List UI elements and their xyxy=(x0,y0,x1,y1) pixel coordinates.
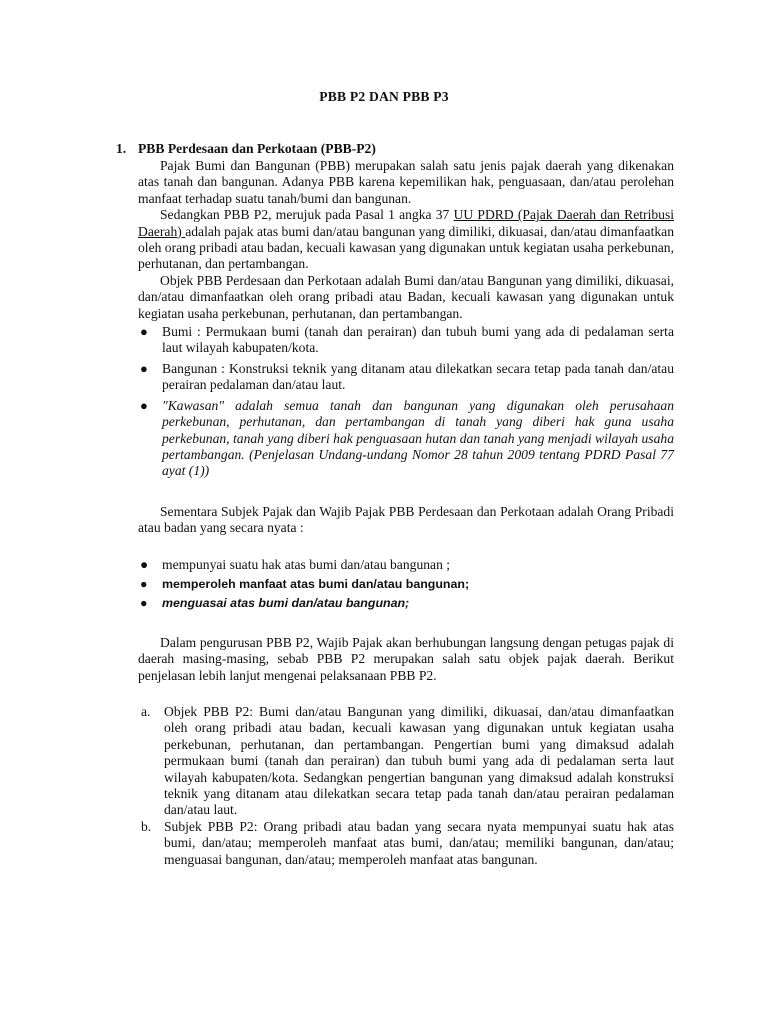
paragraph-subjek-pajak: Sementara Subjek Pajak dan Wajib Pajak PBB Perdesaan dan Perkotaan adalah Orang Pribadi atau badan yang secara nyata : xyxy=(138,503,674,536)
list-item xyxy=(138,557,674,573)
list-item xyxy=(138,595,674,611)
list-item-label: a. xyxy=(141,703,151,719)
list-item-text: Bumi : Permukaan bumi (tanah dan perairan) dan tubuh bumi yang ada di pedalaman serta laut wilayah kabupaten/kota. xyxy=(162,324,674,356)
paragraph-objek-pbb: Objek PBB Perdesaan dan Perkotaan adalah Bumi dan/atau Bangunan yang dimiliki, dikuasai, dan/atau dimanfaatkan oleh orang pribadi atau Badan, kecuali kawasan yang digunakan untuk kegiatan usaha perkebunan, perhutanan, dan pertambangan. xyxy=(138,272,674,321)
section-body xyxy=(138,158,674,868)
bullet-icon: ● xyxy=(140,324,148,340)
list-item xyxy=(138,704,674,819)
list-item-text: Subjek PBB P2: Orang pribadi atau badan yang secara nyata mempunyai suatu hak atas bumi, dan/atau; memperoleh manfaat atas bumi, dan/atau; memiliki bangunan, dan/atau; menguasai bangunan, dan/atau; memperoleh manfaat atas bangunan. xyxy=(164,818,674,867)
paragraph-text: adalah pajak atas bumi dan/atau bangunan yang dimiliki, dikuasai, dan/atau dimanfaatkan oleh orang pribadi atau badan, kecuali kawasan yang digunakan untuk kegiatan usaha perkebunan, perhutanan, dan pertambangan. xyxy=(138,223,675,272)
list-item-text: Bangunan : Konstruksi teknik yang ditanam atau dilekatkan secara tetap pada tanah dan/atau perairan pedalaman dan/atau laut. xyxy=(162,360,674,393)
bullet-icon: ● xyxy=(140,397,148,413)
section-number: 1. xyxy=(116,141,127,156)
list-item-text: memperoleh manfaat atas bumi dan/atau bangunan; xyxy=(162,576,470,591)
list-item xyxy=(138,398,674,480)
list-item xyxy=(138,819,674,868)
subjek-bullet-list xyxy=(138,557,674,612)
bullet-icon: ● xyxy=(140,576,148,591)
section-heading-text: PBB Perdesaan dan Perkotaan (PBB-P2) xyxy=(138,141,376,156)
paragraph-pengurusan: Dalam pengurusan PBB P2, Wajib Pajak akan berhubungan langsung dengan petugas pajak di daerah masing-masing, sebab PBB P2 merupakan salah satu objek pajak daerah. Berikut penjelasan lebih lanjut mengenai pelaksanaan PBB P2. xyxy=(138,634,674,683)
paragraph-pbb-p2-definition xyxy=(138,207,674,273)
bullet-icon: ● xyxy=(140,556,149,572)
bullet-icon: ● xyxy=(140,596,148,611)
pelaksanaan-list xyxy=(138,704,674,868)
list-item-text: menguasai atas bumi dan/atau bangunan; xyxy=(162,596,410,611)
objek-bullet-list xyxy=(138,324,674,480)
list-item xyxy=(138,576,674,592)
document-title: PBB P2 DAN PBB P3 xyxy=(319,89,449,104)
bullet-icon: ● xyxy=(140,360,148,376)
list-item-text: mempunyai suatu hak atas bumi dan/atau bangunan ; xyxy=(162,556,451,572)
section-1 xyxy=(116,141,676,868)
list-item-label: b. xyxy=(141,818,152,834)
section-heading xyxy=(116,141,676,158)
list-item-text: "Kawasan" adalah semua tanah dan bangunan yang digunakan oleh perusahaan perkebunan, perhutanan, dan pertambangan di tanah yang diberi hak guna usaha perkebunan, tanah yang diberi hak penguasaan hutan dan tanah yang menjadi wilayah usaha pertambangan. (Penjelasan Undang-undang Nomor 28 tahun 2009 tentang PDRD Pasal 77 ayat (1)) xyxy=(162,397,674,479)
paragraph-text: Sedangkan PBB P2, merujuk pada Pasal 1 angka 37 xyxy=(160,207,454,223)
list-item-text: Objek PBB P2: Bumi dan/atau Bangunan yang dimiliki, dikuasai, dan/atau dimanfaatkan oleh orang pribadi atau badan, kecuali kawasan yang digunakan untuk kegiatan usaha perkebunan, perhutanan, dan pertambangan. Pengertian bumi yang dimaksud adalah permukaan bumi (tanah dan perairan) dan tubuh bumi yang ada di pedalaman serta laut wilayah kabupaten/kota. Sedangkan pengertian bangunan yang dimaksud adalah konstruksi teknik yang ditanam atau dilekatkan secara tetap pada tanah dan/atau perairan pedalaman dan/atau laut. xyxy=(164,703,674,818)
paragraph-pbb-definition: Pajak Bumi dan Bangunan (PBB) merupakan salah satu jenis pajak daerah yang dikenakan atas tanah dan bangunan. Adanya PBB karena kepemilikan hak, penguasaan, dan/atau perolehan manfaat terhadap suatu tanah/bumi dan bangunan. xyxy=(138,158,674,206)
list-item xyxy=(138,324,674,357)
uu-pdrd-link[interactable]: UU PDRD (Pajak Daerah dan Retribusi Daerah) xyxy=(138,207,675,239)
list-item xyxy=(138,361,674,394)
